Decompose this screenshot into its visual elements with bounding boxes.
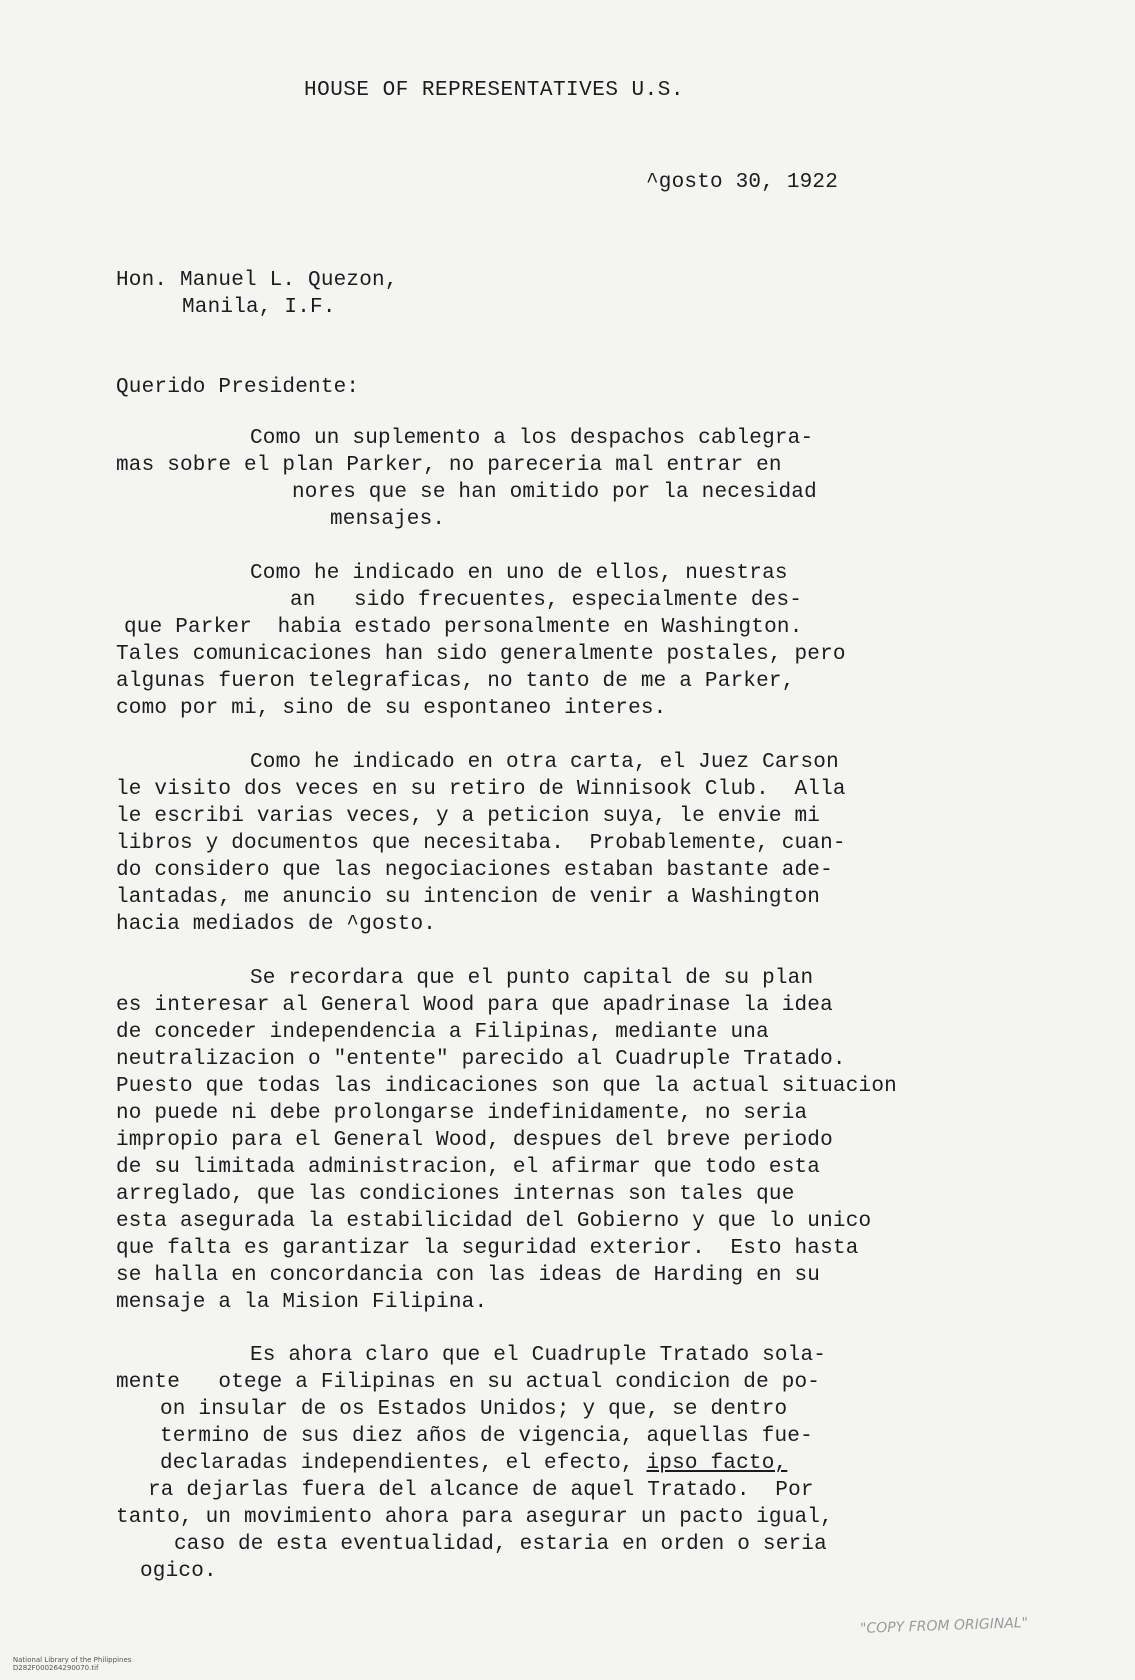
- paragraph-line: le escribi varias veces, y a peticion suya, le envie mi: [116, 805, 821, 828]
- paragraph-line: Como un suplemento a los despachos cablegra-: [250, 427, 814, 450]
- paragraph-line: de conceder independencia a Filipinas, mediante una: [116, 1021, 769, 1044]
- paragraph-line: mas sobre el plan Parker, no pareceria mal entrar en: [116, 454, 782, 477]
- paragraph-line: que Parker habia estado personalmente en Washington.: [124, 616, 803, 639]
- footer-file: D282F000264290070.tif: [12, 1664, 99, 1672]
- recipient-location: Manila, I.F.: [182, 296, 336, 319]
- footer-library: National Library of the Philippines: [12, 1656, 132, 1664]
- paragraph-line: le visito dos veces en su retiro de Winnisook Club. Alla: [116, 778, 846, 801]
- paragraph-line: arreglado, que las condiciones internas son tales que: [116, 1183, 795, 1206]
- handwritten-annotation: "COPY FROM ORIGINAL": [859, 1615, 1029, 1637]
- paragraph-line: caso de esta eventualidad, estaria en orden o seria: [174, 1533, 827, 1556]
- paragraph-line: termino de sus diez años de vigencia, aquellas fue-: [160, 1425, 813, 1448]
- paragraph-line: on insular de os Estados Unidos; y que, se dentro: [160, 1398, 788, 1421]
- paragraph-line: Como he indicado en otra carta, el Juez Carson: [250, 751, 839, 774]
- salutation: Querido Presidente:: [116, 376, 360, 399]
- paragraph-line: se halla en concordancia con las ideas de Harding en su: [116, 1264, 821, 1287]
- paragraph-line: nores que se han omitido por la necesidad: [292, 481, 817, 504]
- paragraph-line: es interesar al General Wood para que apadrinase la idea: [116, 994, 833, 1017]
- paragraph-line: Se recordara que el punto capital de su plan: [250, 967, 814, 990]
- paragraph-line: Tales comunicaciones han sido generalmente postales, pero: [116, 643, 846, 666]
- paragraph-line: mensajes.: [330, 508, 446, 531]
- paragraph-line: Como he indicado en uno de ellos, nuestras: [250, 562, 788, 585]
- paragraph-line: no puede ni debe prolongarse indefinidamente, no seria: [116, 1102, 808, 1125]
- paragraph-line: [160, 1451, 787, 1477]
- paragraph-line: neutralizacion o "entente" parecido al Cuadruple Tratado.: [116, 1048, 846, 1071]
- paragraph-line: que falta es garantizar la seguridad exterior. Esto hasta: [116, 1237, 859, 1260]
- paragraph-line: mente otege a Filipinas en su actual condicion de po-: [116, 1371, 821, 1394]
- paragraph-line: tanto, un movimiento ahora para asegurar un pacto igual,: [116, 1506, 833, 1529]
- recipient-name: Hon. Manuel L. Quezon,: [116, 269, 398, 292]
- paragraph-line: Puesto que todas las indicaciones son que la actual situacion: [116, 1075, 897, 1098]
- paragraph-line: ra dejarlas fuera del alcance de aquel Tratado. Por: [148, 1479, 814, 1502]
- underlined-phrase: ipso facto,: [646, 1452, 788, 1475]
- letterhead: HOUSE OF REPRESENTATIVES U.S.: [304, 79, 684, 102]
- paragraph-line: algunas fueron telegraficas, no tanto de me a Parker,: [116, 670, 795, 693]
- letter-date: ^gosto 30, 1922: [646, 171, 839, 194]
- paragraph-line: ogico.: [140, 1560, 217, 1583]
- paragraph-line: libros y documentos que necesitaba. Probablemente, cuan-: [116, 832, 846, 855]
- paragraph-line: como por mi, sino de su espontaneo interes.: [116, 697, 667, 720]
- scan-footer: [4, 1648, 149, 1680]
- paragraph-line: impropio para el General Wood, despues del breve periodo: [116, 1129, 833, 1152]
- paragraph-line: do considero que las negociaciones estaban bastante ade-: [116, 859, 833, 882]
- paragraph-line-text: declaradas independientes, el efecto,: [160, 1452, 647, 1475]
- paragraph-line: esta asegurada la estabilicidad del Gobierno y que lo unico: [116, 1210, 872, 1233]
- paragraph-line: mensaje a la Mision Filipina.: [116, 1291, 488, 1314]
- paragraph-line: Es ahora claro que el Cuadruple Tratado sola-: [250, 1344, 827, 1367]
- paragraph-line: an sido frecuentes, especialmente des-: [290, 589, 803, 612]
- paragraph-line: lantadas, me anuncio su intencion de venir a Washington: [116, 886, 821, 909]
- paragraph-line: de su limitada administracion, el afirmar que todo esta: [116, 1156, 821, 1179]
- paragraph-line: hacia mediados de ^gosto.: [116, 913, 437, 936]
